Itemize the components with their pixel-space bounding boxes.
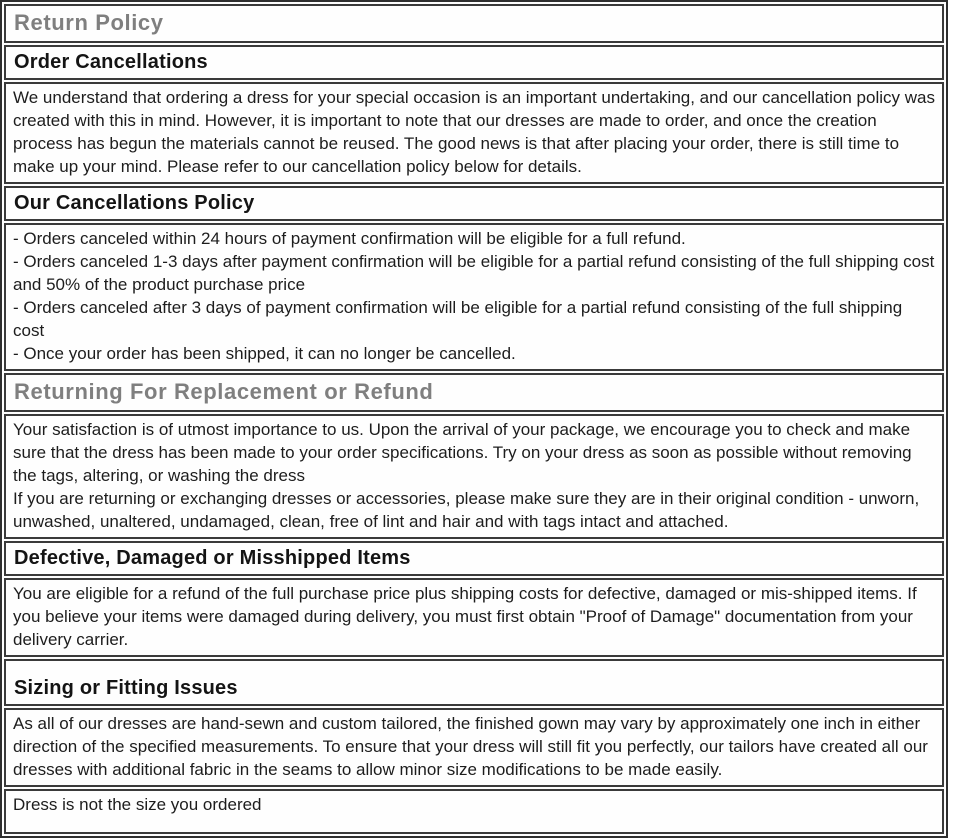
sizing-fitting-body — [4, 708, 944, 787]
returning-for-replacement-body — [4, 414, 944, 539]
order-cancellations-body-paragraph: We understand that ordering a dress for your special occasion is an important undertaking, and our cancellation policy was created with this in mind. However, it is important to note that our dresses are made to order, and once the creation process has begun the materials cannot be reused. The good news is that after placing your order, there is still time to make up your mind. Please refer to our cancellation policy below for details. — [13, 88, 935, 176]
cancellation-terms-list — [4, 223, 944, 371]
cancellation-terms-list-paragraph: - Orders canceled 1-3 days after payment confirmation will be eligible for a partial refund consisting of the full shipping cost and 50% of the product purchase price — [13, 252, 935, 294]
sizing-fitting-body-paragraph: As all of our dresses are hand-sewn and custom tailored, the finished gown may vary by approximately one inch in either direction of the specified measurements. To ensure that your dress will still fit you perfectly, our tailors have created all our dresses with additional fabric in the seams to allow minor size modifications to be made easily. — [13, 714, 928, 779]
cancellation-terms-list-paragraph: - Orders canceled within 24 hours of payment confirmation will be eligible for a full refund. — [13, 229, 686, 248]
defective-damaged-body-paragraph: You are eligible for a refund of the full purchase price plus shipping costs for defective, damaged or mis-shipped items. If you believe your items were damaged during delivery, you must first obtain "Proof of Damage" documentation from your delivery carrier. — [13, 584, 917, 649]
defective-damaged-body — [4, 578, 944, 657]
our-cancellations-policy-heading: Our Cancellations Policy — [4, 186, 944, 221]
returning-for-replacement-heading: Returning For Replacement or Refund — [4, 373, 944, 412]
cancellation-terms-list-paragraph: - Orders canceled after 3 days of payment confirmation will be eligible for a partial refund consisting of the full shipping cost — [13, 298, 903, 340]
returning-for-replacement-body-paragraph: If you are returning or exchanging dresses or accessories, please make sure they are in their original condition - unworn, unwashed, unaltered, undamaged, clean, free of lint and hair and with tags intact and attached. — [13, 489, 920, 531]
return-policy-heading: Return Policy — [4, 4, 944, 43]
order-cancellations-body — [4, 82, 944, 184]
returning-for-replacement-body-paragraph: Your satisfaction is of utmost importance to us. Upon the arrival of your package, we encourage you to check and make sure that the dress has been made to your order specifications. Try on your dress as soon as possible without removing the tags, altering, or washing the dress — [13, 420, 912, 485]
sizing-fitting-heading: Sizing or Fitting Issues — [4, 659, 944, 706]
order-cancellations-heading: Order Cancellations — [4, 45, 944, 80]
defective-damaged-heading: Defective, Damaged or Misshipped Items — [4, 541, 944, 576]
cancellation-terms-list-paragraph: - Once your order has been shipped, it can no longer be cancelled. — [13, 344, 516, 363]
dress-size-note-paragraph: Dress is not the size you ordered — [13, 795, 262, 814]
